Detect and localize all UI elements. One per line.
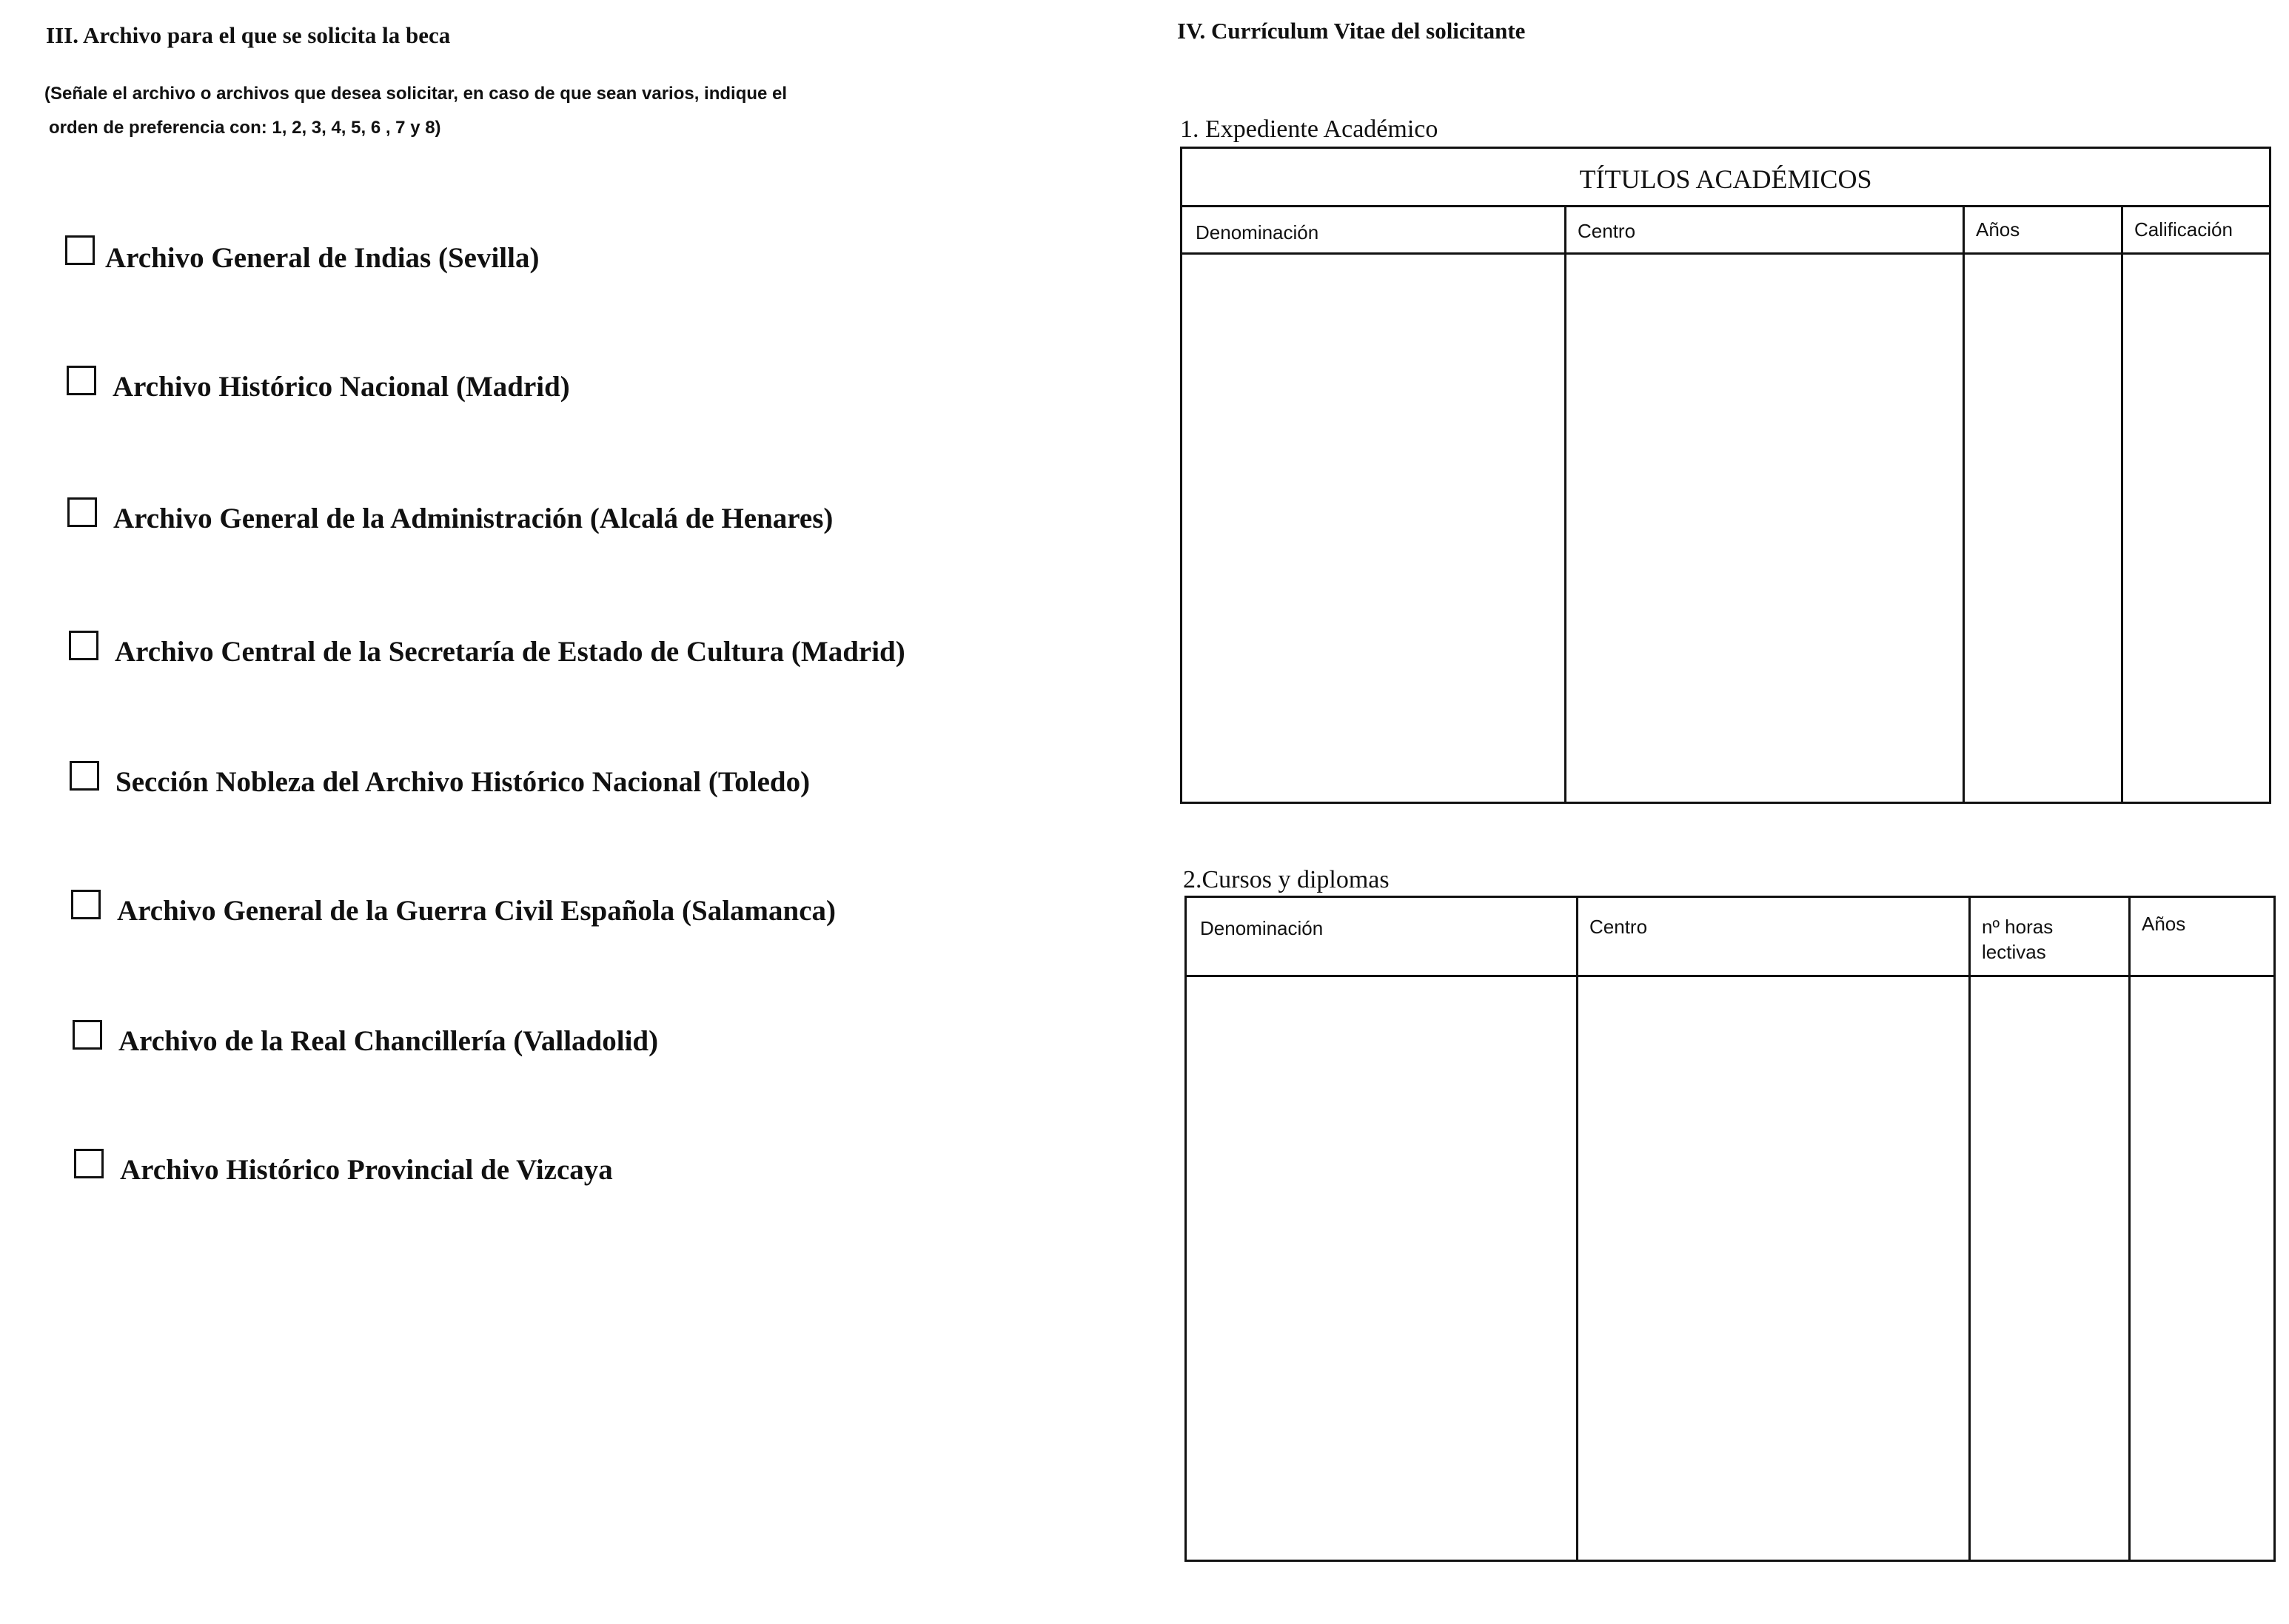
- archive-label: Archivo de la Real Chancillería (Valladolid): [118, 1025, 659, 1057]
- archive-label: Archivo Histórico Nacional (Madrid): [113, 371, 570, 403]
- cell-calificacion[interactable]: [2123, 255, 2269, 802]
- archive-label: Archivo General de la Guerra Civil Española (Salamanca): [117, 895, 837, 927]
- archive-checkbox[interactable]: [65, 235, 95, 265]
- table-divider: [1182, 205, 2269, 207]
- column-header-horas: [1982, 914, 2053, 964]
- archive-label: Archivo General de la Administración (Alcalá de Henares): [113, 503, 834, 534]
- column-header-centro: Centro: [1578, 220, 1636, 242]
- instructions-line-1: (Señale el archivo o archivos que desea solicitar, en caso de que sean varios, indique el: [44, 84, 788, 104]
- column-header-horas-line-1: nº horas: [1982, 916, 2054, 938]
- cell-anos[interactable]: [2131, 977, 2273, 1560]
- column-header-anos: Años: [2142, 913, 2186, 935]
- column-header-denominacion: Denominación: [1196, 221, 1319, 244]
- archive-checkbox[interactable]: [71, 890, 101, 919]
- instructions-line-2: orden de preferencia con: 1, 2, 3, 4, 5, 6 , 7 y 8): [49, 118, 441, 138]
- section-4-title: IV. Currículum Vitae del solicitante: [1177, 18, 1526, 44]
- archive-label: Archivo Histórico Provincial de Vizcaya: [120, 1154, 613, 1186]
- cell-denominacion[interactable]: [1187, 977, 1576, 1560]
- academic-titles-caption: TÍTULOS ACADÉMICOS: [1579, 164, 1872, 194]
- archive-label: Sección Nobleza del Archivo Histórico Nacional (Toledo): [115, 766, 811, 798]
- archive-checkbox[interactable]: [73, 1020, 102, 1050]
- archive-checkbox[interactable]: [74, 1149, 104, 1178]
- cell-centro[interactable]: [1566, 255, 1963, 802]
- archive-label: Archivo Central de la Secretaría de Estado de Cultura (Madrid): [115, 636, 905, 668]
- archive-checkbox[interactable]: [69, 631, 98, 660]
- column-header-calificacion: Calificación: [2134, 218, 2233, 241]
- cell-anos[interactable]: [1965, 255, 2121, 802]
- courses-table: [1184, 896, 2276, 1562]
- expediente-subtitle: 1. Expediente Académico: [1180, 115, 1438, 143]
- column-header-denominacion: Denominación: [1200, 917, 1324, 939]
- archive-checkbox[interactable]: [67, 497, 97, 527]
- academic-titles-table: [1180, 147, 2271, 804]
- cursos-subtitle: 2.Cursos y diplomas: [1183, 866, 1390, 893]
- column-header-anos: Años: [1976, 218, 2020, 241]
- archive-checkbox[interactable]: [67, 366, 96, 395]
- cell-denominacion[interactable]: [1182, 255, 1564, 802]
- cell-centro[interactable]: [1578, 977, 1968, 1560]
- column-header-centro: Centro: [1589, 916, 1648, 938]
- archive-checkbox[interactable]: [70, 761, 99, 791]
- column-header-horas-line-2: lectivas: [1982, 941, 2046, 963]
- cell-horas[interactable]: [1971, 977, 2128, 1560]
- section-3-instructions: [44, 77, 787, 145]
- archive-label: Archivo General de Indias (Sevilla): [105, 242, 540, 274]
- section-3-title: III. Archivo para el que se solicita la beca: [46, 22, 451, 48]
